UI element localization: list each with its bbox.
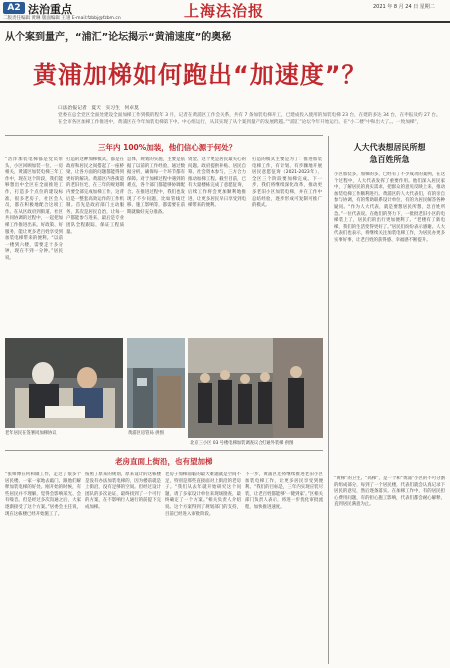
- sidebar-body-continued: “黄梯”的卫生、“高梯”，是一个和“黄浦”小区的不可分割的组成部分，每到了一个居民楼，代表们就会认真记录下居民的意见，然后逐条落实。在加梯工作中，有的居民担心费用问题，有的担心施工影响，代表们都会耐心解释，直到居民满意为止。: [334, 476, 445, 508]
- photo-1-credit-text: 黄浦区房管局: [128, 431, 154, 436]
- photo-1-caption: [5, 430, 57, 436]
- photo-1-credit: [128, 430, 164, 436]
- section-name: 法治重点: [28, 3, 72, 16]
- lead-paragraph: 党委在总全党区全面处建设全面加梯工作到模的程年 3 月，记者在黄浦区工作会关系，共有 7 条加装电梯开工，已建成投入使用的加装电梯 23 台，在建的多达 34 台，在申报及约 27 台。在全市各区加梯工作推进中，黄浦区在今年加装电梯第下中。中心组运行，从其实现了从个案到量产的发展跨越。”“浦汇”论坛今年开始运行。在“小二楼”中和出大了。。一致加梯”，: [58, 113, 441, 125]
- masthead-rule: [0, 21, 450, 23]
- byline-intern-label: 实习生: [105, 106, 120, 111]
- byline-reporter: 夏天: [91, 106, 101, 111]
- photo-2-caption: [190, 440, 263, 446]
- sidebar-body: 小区加装多，加梯的多，已经有了不少成功的案例，在这个过程中，人大代表发挥了重要作用。他们深入居民家中，了解居民的真实需求，把群众的意见反映上来，推动加装电梯工作顺利进行。黄浦区的人大代表们，有的亲自参与协调，有的帮助联系设计单位，有的为居民解答各种疑问。“作为人大代表，就是要想居民所想，急百姓所急。”一位代表说。在他们的努力下，一批批老旧小区的电梯装上了，居民们的出行更加便利了。“老楼有了新电梯，我们的生活变得更好了。”居民们纷纷表示感谢。人大代表们也表示，将继续关注加装电梯工作，为居民办更多实事好事，让老百姓的获得感、幸福感不断提升。: [334, 172, 445, 243]
- photo-elevator-site: [127, 338, 185, 428]
- article-column-5: 打造的模式主要是为了：推进加装电梯工作，有计划、有步骤地开展居民意愿征询（2021-2023年），全区三个阶段要加梯完成。下一步，我们将继续深化改革，推动更多老旧小区加装电梯，并在工作中总结经验，逐步形成可复制可推广的模式。: [252, 157, 322, 209]
- photo-2-caption-text: 北京三小区 03 号楼电梯加装调查议合: [190, 441, 263, 446]
- photo-2-credit: [262, 440, 293, 446]
- divider: [5, 135, 323, 136]
- bottom-column-3: 老房子加梯面临的最大难题就是空间不足，特别是那些直接面对上街沿的老房子。“我们从去年就开始研究这个问题，请了多家设计单位来现场勘查，最终确定了一个方案。”相关负责人介绍说。这个方案得到了规划部门的支持，目前已经进入审批阶段。: [165, 472, 241, 517]
- sidebar-title-line-2: 急百姓所急: [369, 155, 410, 164]
- article-column-1: “浩洋加装电梯都是党员带头，小区回顾加装一位，一房相关，黄浦区加装电梯三年工作中，现在这个阶段，我们能够想出中全区在全面推进工作，打造多个点位的建设标准，很多老房子，社区会人员，都在积极地配合这项工作。在从区政府到街道、社区共同协调的过程中，一起把加梯工作推进出来。好政策、好服务，能让更多老百姓享受到加装电梯带来的便利。“以前一楼到六楼，需要走十多分钟，现在不到一分钟。”居民说。: [5, 157, 63, 261]
- byline: [58, 104, 142, 111]
- editor-credits: 二版责任编辑 黄琳 版面编辑 王翎 E-mail:fzbbj@fzbm.cn: [3, 16, 121, 21]
- article-column-3: 总体，规划的实施，主要是依据了以前的工作经验，通过数据分析，确保每一个环节都有保障。对于加梯过程中遇到的难点，各个部门都能够协调配合。在推进过程中，我们也发现了不少问题，比如管线迁移、施工影响等，都需要在前期就做好充分准备。: [127, 157, 185, 215]
- article-column-4: 资金、这个更是居民最关心的问题。政府提供补贴、居民自筹、社会资本参与，三方合力推动加梯工程。截至目前，已有大量楼栋完成了意愿征询，后续工作将会更加顺利地推进，让更多居民早日享受到电梯带来的便利。: [188, 157, 246, 209]
- photo-2-author: 供图: [284, 441, 294, 446]
- photo-1-author: 供图: [155, 431, 164, 436]
- dateline: 2021 年 8 月 24 日 星期二: [373, 4, 435, 10]
- bottom-column-4: 下一步，黄浦区还将继续推进老旧小区加装电梯工作，让更多居民享受到便利。“我们的目标是，三年内实现应装尽装，让老百姓都能够‘一键到家’。”区相关部门负责人表示，将进一步优化审批流程，加快推进速度。: [245, 472, 323, 510]
- photo-1-caption-text: 老年居民在签署同加梯协议: [5, 431, 57, 436]
- subheadline: 从个案到量产，“浦汇”论坛揭示“黄浦速度”的奥秘: [5, 32, 232, 43]
- byline-intern: 何卓莫: [124, 106, 139, 111]
- sidebar-title: [333, 142, 446, 166]
- photo-elevator-site-image: [127, 338, 185, 428]
- newspaper-brand: 上海法治报: [184, 2, 265, 20]
- bottom-column-2: 按照了原来的规划，原来设计的这栋楼是没有办法加装电梯的，因为楼前就是上街沿，没有足够的空间。但经过设计团队的多次论证，最终找到了一个可行的方案，在不影响行人通行的前提下完成加梯。: [85, 472, 161, 510]
- page-number-badge: A2: [3, 2, 25, 14]
- section-title-1: 三年内 100%加装，他们信心源于何处？: [98, 143, 237, 152]
- byline-label: 口法治报记者: [58, 106, 87, 111]
- photo-residents-group: [188, 338, 323, 438]
- bottom-column-1: “张师傅在何和做工作，走过了很多个居民楼，一家一家地去敲门，跟他们解释加装电梯的好处。刚开始的时候，有些居民并不理解，觉得会影响采光、会有噪音。但是经过多次沟通之后，大家逐渐接受了这个方案。”居委会主任说，现在这栋楼已经开始施工了。: [5, 472, 81, 517]
- sidebar-divider: [328, 136, 329, 664]
- sidebar-title-line-1: 人大代表想居民所想: [353, 143, 426, 152]
- divider-lower: [5, 450, 323, 451]
- photo-residents-group-image: [188, 338, 323, 438]
- photo-residents-signing-image: [5, 338, 123, 428]
- photo-2-credit-text: 打通外装梯: [262, 441, 284, 446]
- article-column-2: 打造的这种加梯模式，都是在政府和居民之间搭起了一座桥梁，让各方面的问题都能得到更好的解决。黄浦区内各街道的老旧住宅，在三年的规划期内要全部完成加梯工作，这背后是一整套高效运作的工作机制。首先是政府部门主动服务，其次是居民自治，让每一户都能参与进来，最后是专业团队全程跟踪，保证工程质量。: [66, 157, 124, 235]
- section-title-2: 老房直面上街沿，也有望加梯: [115, 457, 213, 466]
- main-headline: 黄浦加梯如何跑出“加速度”？: [33, 61, 367, 89]
- photo-residents-signing: [5, 338, 123, 428]
